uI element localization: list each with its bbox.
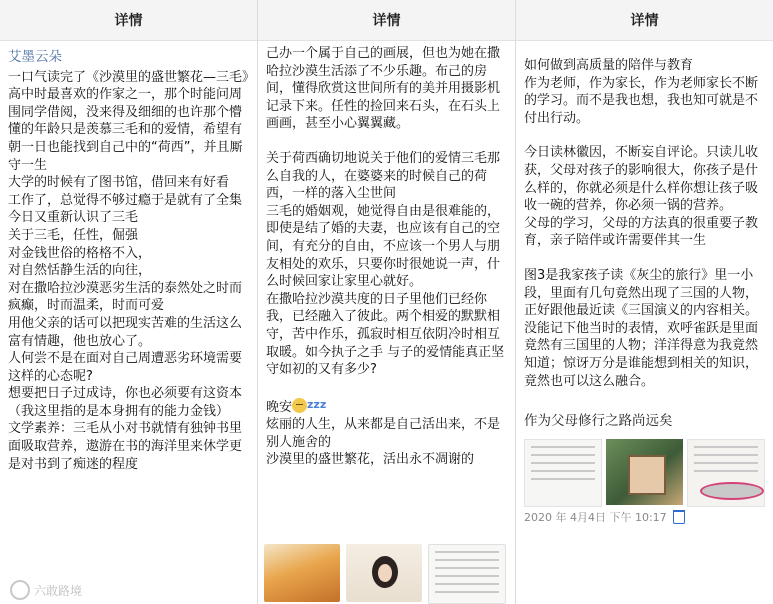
photo-thumbnail[interactable]: [264, 544, 340, 602]
watermark-text: 六敢路境: [34, 583, 83, 598]
portrait-shape: [372, 556, 398, 588]
photo-thumbnail[interactable]: [606, 439, 682, 505]
post-paragraph: 沙漠里的盛世繁花，活出永不凋谢的: [266, 452, 475, 468]
blank-line: [266, 133, 507, 150]
post-paragraph: 文学素养：三毛从小对书就情有独钟书里面吸取营养，遨游在书的海洋里来休学更是对书到了痴迷的程度: [8, 421, 243, 472]
post-paragraph: 没能记下他当时的表情，欢呼雀跃是里面竟然有三国里的人物；洋洋得意为我竟然知道；惊讶万分是谁能想到相关的知识，竟然也可以这么融合。: [524, 320, 759, 389]
post-paragraph: 高中时最喜欢的作家之一，那个时能问周围同学借阅，没来得及细细的也许那个懵懂的年龄只是羡慕三毛和的爱情，希望有朝一日也能找到自己中的“荷西”，并且厮守一生: [8, 87, 243, 173]
post-panel-3: [516, 0, 773, 604]
photo-strip: [264, 544, 506, 604]
trash-icon[interactable]: [673, 510, 685, 524]
watermark-logo-icon: [10, 580, 30, 600]
post-paragraph: 对自然恬静生活的向往，: [8, 263, 152, 279]
blank-line: [524, 250, 765, 267]
post-paragraph: 工作了，总觉得不够过瘾于是就有了全集: [8, 192, 243, 208]
post-paragraph: 对在撒哈拉沙漠恶劣生活的泰然处之时而疯癫，时而温柔，时而可爱: [8, 280, 243, 314]
post-panel-1: [0, 0, 257, 604]
highlight-oval: [700, 482, 764, 500]
photo-thumbnail[interactable]: [346, 544, 422, 602]
post-panel-2: [258, 0, 515, 604]
post-paragraph: 作为老师，作为家长，作为老师家长不断的学习。而不是我也想，我也知可就是不付出行动。: [524, 75, 759, 126]
book-shape: [628, 455, 666, 495]
photo-gallery: [524, 439, 765, 505]
sleepy-emoji-icon: [292, 398, 307, 413]
author-name[interactable]: 艾墨云朵: [8, 49, 62, 65]
panel-header: 详情: [258, 0, 515, 41]
post-paragraph: 人何尝不是在面对自己周遭恶劣环境需要这样的心态呢?: [8, 351, 243, 384]
post-paragraph: 今日又重新认识了三毛: [8, 210, 139, 226]
post-body: [516, 41, 773, 526]
panel-header: 详情: [516, 0, 773, 41]
post-paragraph: 父母的学习，父母的方法真的很重要子教育，亲子陪伴或许需要伴其一生: [524, 215, 759, 249]
zzz-text: zzz: [307, 397, 327, 411]
post-paragraph: 图3是我家孩子读《灰尘的旅行》里一小段，里面有几句竟然出现了三国的人物，正好跟他最近读《三国演义的内容相关。: [524, 267, 759, 319]
watermark: [10, 580, 82, 600]
post-paragraph: 一口气读完了《沙漠里的盛世繁花—三毛》: [8, 69, 256, 85]
goodnight-text: 晚安: [266, 399, 293, 415]
post-paragraph: 对金钱世俗的格格不入，: [8, 245, 152, 261]
post-paragraph: 关于荷西确切地说关于他们的爱情三毛那么自我的人，在婆婆来的时候自己的荷西，一样的落入尘世间: [266, 150, 501, 202]
post-paragraph: 在撒哈拉沙漠共度的日子里他们已经你我，已经融入了彼此。两个相爱的默默相守，苦中作乐，孤寂时相互依阴冷时相互取暖。如今执子之手 与子的爱情能真正坚守如初的又有多少?: [266, 291, 505, 378]
post-body: [0, 41, 257, 473]
photo-thumbnail[interactable]: [428, 544, 506, 604]
post-footer: [524, 509, 765, 527]
post-paragraph: 用他父亲的话可以把现实苦难的生活这么富有情趣，他也放心了。: [8, 315, 243, 349]
blank-line: [266, 379, 507, 396]
photo-thumbnail[interactable]: [687, 439, 765, 507]
section-title: 作为父母修行之路尚远矣: [524, 413, 673, 430]
post-paragraph: 三毛的婚姻观，她觉得自由是很难能的，即使是结了婚的夫妻，也应该有自己的空间，有充分的自由，不应该一个男人与朋友相处的欢乐，只要你时很她说一声，什么时候回家让家里心就好。: [266, 203, 501, 290]
photo-thumbnail[interactable]: [524, 439, 602, 507]
post-paragraph: 如何做到高质量的陪伴与教育: [524, 58, 694, 73]
post-paragraph: 关于三毛，任性，倔强: [8, 227, 139, 243]
post-paragraph: 今日读林徽因，不断妄自评论。只读儿收获，父母对孩子的影响很大，你孩子是什么样的，你就必须是什么样你想让孩子吸收一碗的营养，你必须一锅的营养。: [524, 145, 759, 214]
post-paragraph: 想要把日子过成诗，你也必须要有这资本（我这里指的是本身拥有的能力金钱）: [8, 386, 243, 419]
goodnight-line: [266, 396, 507, 417]
post-body: [258, 41, 515, 469]
post-paragraph: 己办一个属于自己的画展，但也为她在撒哈拉沙漠生活添了不少乐趣。布己的房间，懂得欣赏这世间所有的美并用摄影机记录下来。任性的捡回来石头，在石头上画画，甚至小心翼翼藏。: [266, 46, 501, 132]
post-paragraph: 炫丽的人生，从来都是自己活出来，不是别人施舍的: [266, 417, 501, 450]
post-paragraph: 大学的时候有了图书馆，借回来有好看: [8, 175, 230, 191]
timestamp: 2020 年 4月4日 下午 10:17: [524, 510, 667, 524]
blank-line: [524, 390, 765, 407]
blank-line: [524, 127, 765, 144]
panel-header: 详情: [0, 0, 257, 41]
